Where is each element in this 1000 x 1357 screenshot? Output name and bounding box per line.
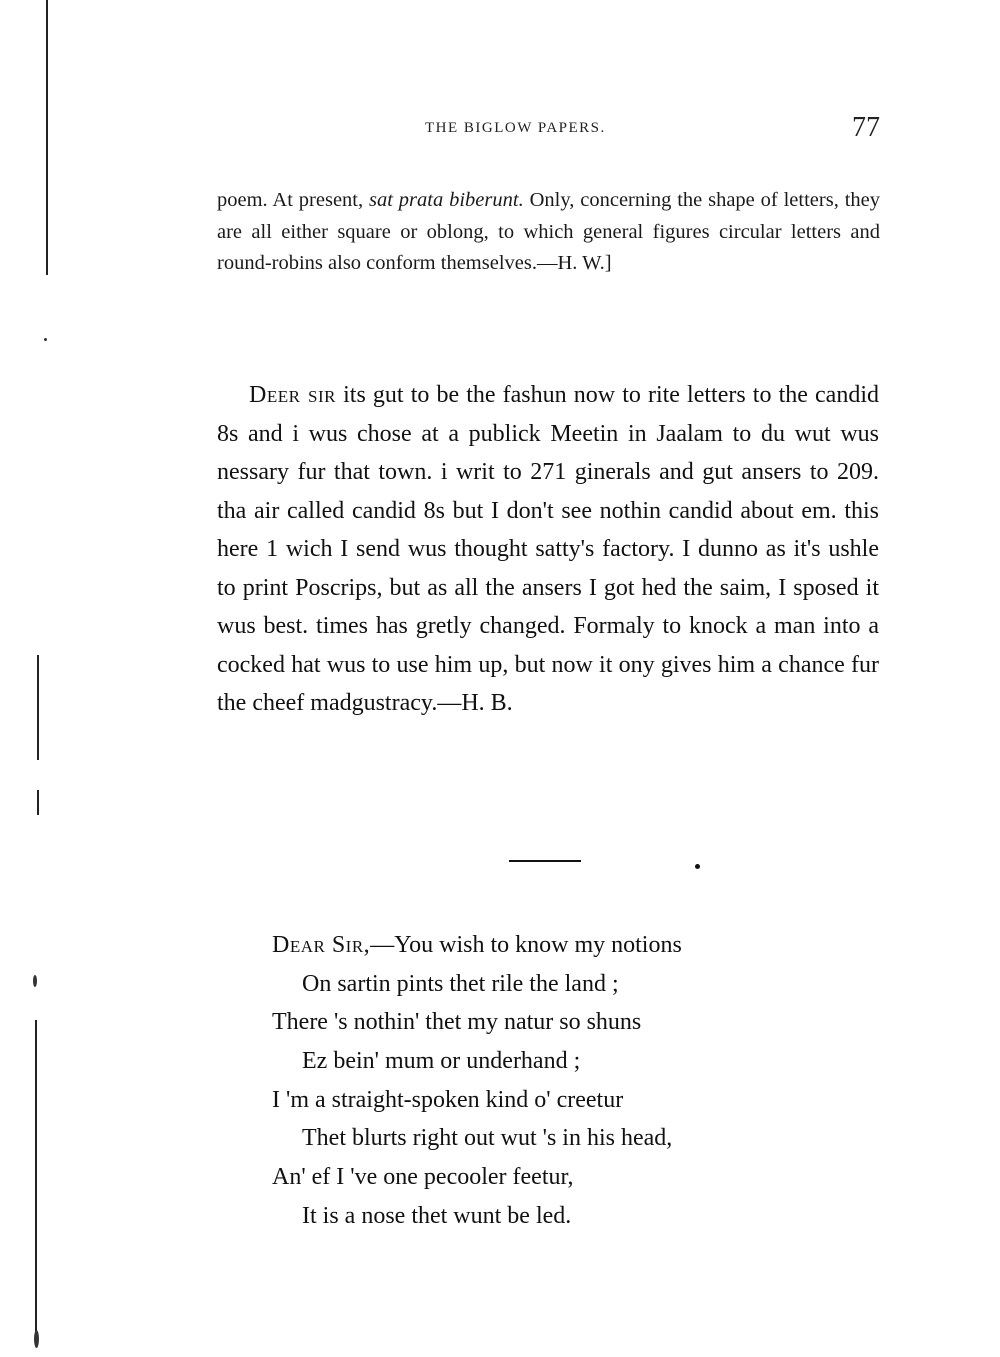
section-divider: [509, 860, 581, 862]
poem-salutation: Dear Sir,: [272, 932, 371, 958]
scan-speck: [34, 1330, 39, 1348]
running-head: [215, 112, 880, 148]
page-number: 77: [852, 112, 880, 143]
letter-body: its gut to be the fashun now to rite letters to the candid 8s and i wus chose at a publick Meetin in Jaalam to du wut wus nessary fur that town. i writ to 271 ginerals and gut ansers to 209. tha air called candid 8s but I don't see nothin candid about em. this here 1 wich I send wus thought satty's factory. I dunno as it's ushle to print Poscrips, but as all the ansers I got hed the saim, I sposed it wus best. times has gretly changed. Formaly to knock a man into a cocked hat wus to use him up, but now it ony gives him a chance fur the cheef madgustracy.—H. B.: [217, 382, 879, 716]
poem-line: An' ef I 've one pecooler feetur,: [272, 1164, 574, 1191]
poem-line: On sartin pints thet rile the land ;: [302, 970, 619, 997]
scan-speck: [33, 975, 37, 987]
poem-line: It is a nose thet wunt be led.: [302, 1202, 572, 1229]
editor-note: [217, 185, 880, 280]
letter-salutation: Deer sir: [249, 382, 337, 408]
scan-edge-line: [37, 790, 39, 815]
scan-edge-line: [35, 1020, 37, 1340]
hb-letter: [217, 376, 879, 723]
poem-line-text: —You wish to know my notions: [370, 932, 682, 958]
editor-note-text-2: Only, concerning the shape of letters, they are all either square or oblong, to which general figures circular letters and round-robins also conform themselves.—H. W.]: [217, 189, 880, 274]
poem-line: Ez bein' mum or underhand ;: [302, 1048, 581, 1075]
divider-speck: [695, 864, 700, 869]
editor-note-text-1: poem. At present,: [217, 189, 369, 211]
poem-line: There 's nothin' thet my natur so shuns: [272, 1009, 642, 1036]
poem-line: [272, 926, 832, 965]
poem-line: I 'm a straight-spoken kind o' creetur: [272, 1086, 624, 1113]
scan-edge-line: [37, 655, 39, 760]
scan-speck: [44, 338, 47, 341]
running-title: THE BIGLOW PAPERS.: [425, 120, 606, 136]
poem: [272, 926, 832, 1236]
editor-note-italic: sat prata biberunt.: [369, 189, 524, 211]
poem-line: Thet blurts right out wut 's in his head,: [302, 1125, 673, 1152]
scan-edge-line: [46, 0, 48, 275]
